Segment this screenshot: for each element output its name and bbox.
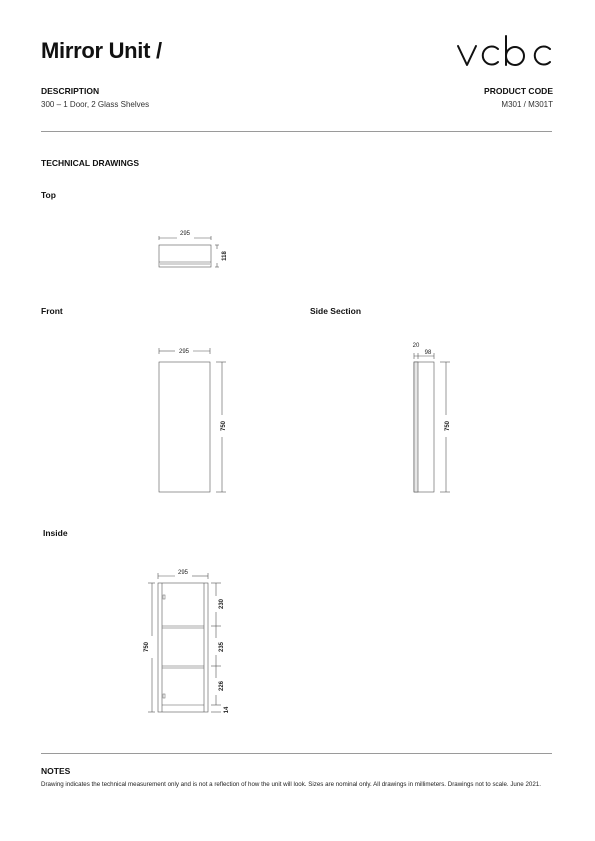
inside-view-drawing bbox=[148, 573, 221, 712]
top-depth-dim: 118 bbox=[222, 251, 228, 261]
technical-drawings-heading: TECHNICAL DRAWINGS bbox=[41, 158, 140, 168]
top-view-label: Top bbox=[41, 190, 56, 200]
inside-gap-top-dim: 230 bbox=[219, 598, 225, 610]
page-title: Mirror Unit / bbox=[41, 38, 162, 63]
product-code-value: M301 / M301T bbox=[501, 100, 553, 109]
front-view-drawing bbox=[159, 348, 226, 492]
inside-gap-bottom-dim: 226 bbox=[219, 680, 225, 692]
product-code-label: PRODUCT CODE bbox=[484, 86, 553, 96]
front-height-dim: 750 bbox=[221, 420, 227, 432]
inside-view-label: Inside bbox=[43, 528, 68, 538]
top-view-drawing bbox=[159, 236, 219, 267]
notes-divider bbox=[41, 753, 552, 754]
front-width-dim: 295 bbox=[178, 349, 190, 355]
side-depth-dim: 98 bbox=[424, 350, 432, 356]
inside-width-dim: 295 bbox=[177, 570, 189, 576]
notes-text: Drawing indicates the technical measurement only and is not a reflection of how the unit will look. Sizes are nominal only. All drawings in millimeters. Drawings not to scale. June 2021. bbox=[41, 781, 541, 788]
description-label: DESCRIPTION bbox=[41, 86, 100, 96]
notes-heading: NOTES bbox=[41, 766, 71, 776]
side-height-dim: 750 bbox=[445, 420, 451, 432]
inside-height-dim: 750 bbox=[144, 641, 150, 653]
side-door-dim: 20 bbox=[412, 343, 420, 349]
description-value: 300 – 1 Door, 2 Glass Shelves bbox=[41, 100, 150, 109]
top-width-dim: 295 bbox=[179, 231, 191, 237]
inside-gap-mid-dim: 235 bbox=[219, 641, 225, 653]
inside-base-dim: 14 bbox=[224, 706, 230, 714]
front-view-label: Front bbox=[41, 306, 63, 316]
side-section-label: Side Section bbox=[310, 306, 362, 316]
